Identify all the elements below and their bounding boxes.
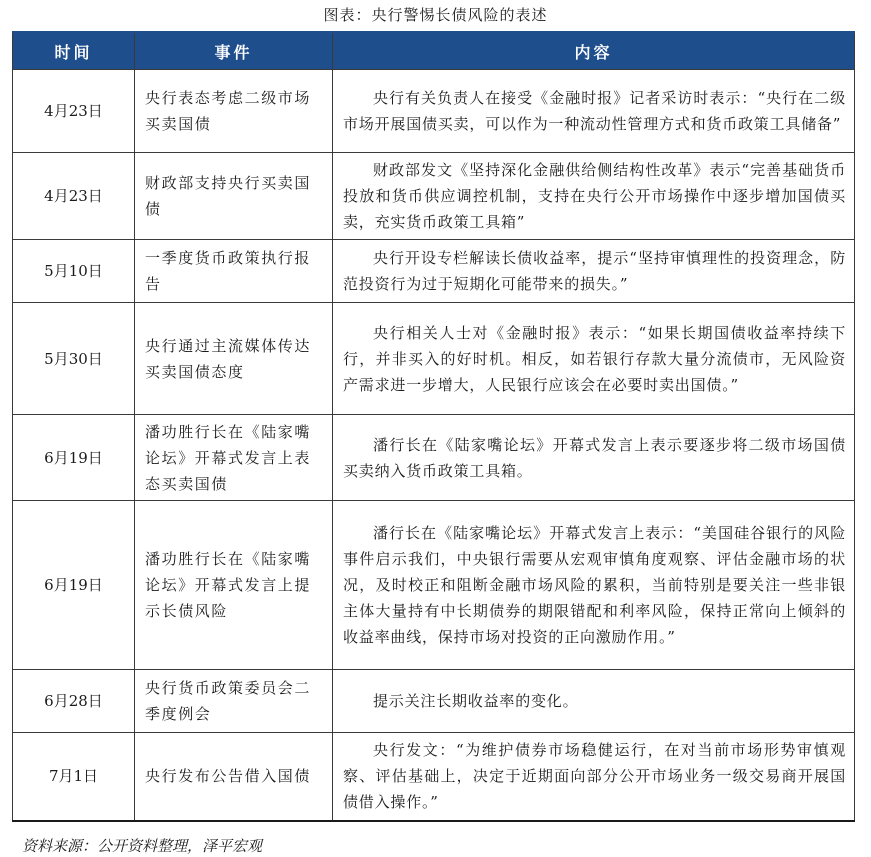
table-row xyxy=(13,153,855,240)
row-event: 央行表态考虑二级市场买卖国债 xyxy=(135,70,333,153)
row-content: 央行发文：“为维护债券市场稳健运行，在对当前市场形势审慎观察、评估基础上，决定于近期面向部分公开市场业务一级交易商开展国债借入操作。” xyxy=(333,733,855,821)
row-content: 央行开设专栏解读长债收益率，提示“坚持审慎理性的投资理念，防范投资行为过于短期化可能带来的损失。” xyxy=(333,240,855,303)
row-content: 提示关注长期收益率的变化。 xyxy=(333,670,855,733)
header-content: 内容 xyxy=(333,32,855,70)
row-content: 潘行长在《陆家嘴论坛》开幕式发言上表示要逐步将二级市场国债买卖纳入货币政策工具箱。 xyxy=(333,415,855,501)
row-content: 央行有关负责人在接受《金融时报》记者采访时表示：“央行在二级市场开展国债买卖，可以作为一种流动性管理方式和货币政策工具储备” xyxy=(333,70,855,153)
row-event: 潘功胜行长在《陆家嘴论坛》开幕式发言上提示长债风险 xyxy=(135,501,333,670)
header-event: 事件 xyxy=(135,32,333,70)
table-row xyxy=(13,70,855,153)
table-caption: 图表：央行警惕长债风险的表述 xyxy=(323,6,548,24)
row-content: 央行相关人士对《金融时报》表示：“如果长期国债收益率持续下行，并非买入的好时机。相反，如若银行存款大量分流债市，无风险资产需求进一步增大，人民银行应该会在必要时卖出国债。” xyxy=(333,303,855,415)
row-date: 5月10日 xyxy=(13,240,135,303)
row-date: 7月1日 xyxy=(13,733,135,821)
table-header-row xyxy=(13,32,855,70)
row-event: 央行通过主流媒体传达买卖国债态度 xyxy=(135,303,333,415)
table-row xyxy=(13,501,855,670)
table-row xyxy=(13,303,855,415)
row-event: 央行发布公告借入国债 xyxy=(135,733,333,821)
pboc-statements-table xyxy=(12,31,855,822)
row-date: 6月19日 xyxy=(13,415,135,501)
row-date: 6月19日 xyxy=(13,501,135,670)
row-content: 财政部发文《坚持深化金融供给侧结构性改革》表示“完善基础货币投放和货币供应调控机制，支持在央行公开市场操作中逐步增加国债买卖，充实货币政策工具箱” xyxy=(333,153,855,240)
table-row xyxy=(13,415,855,501)
table-row xyxy=(13,670,855,733)
row-date: 6月28日 xyxy=(13,670,135,733)
row-date: 4月23日 xyxy=(13,70,135,153)
row-event: 潘功胜行长在《陆家嘴论坛》开幕式发言上表态买卖国债 xyxy=(135,415,333,501)
source-note: 资料来源：公开资料整理，泽平宏观 xyxy=(22,837,263,855)
row-event: 央行货币政策委员会二季度例会 xyxy=(135,670,333,733)
row-date: 4月23日 xyxy=(13,153,135,240)
header-time: 时间 xyxy=(13,32,135,70)
row-date: 5月30日 xyxy=(13,303,135,415)
table-row xyxy=(13,733,855,821)
row-event: 财政部支持央行买卖国债 xyxy=(135,153,333,240)
row-content: 潘行长在《陆家嘴论坛》开幕式发言上表示：“美国硅谷银行的风险事件启示我们，中央银行需要从宏观审慎角度观察、评估金融市场的状况，及时校正和阻断金融市场风险的累积，当前特别是要关注一些非银主体大量持有中长期债券的期限错配和利率风险，保持正常向上倾斜的收益率曲线，保持市场对投资的正向激励作用。” xyxy=(333,501,855,670)
table-row xyxy=(13,240,855,303)
row-event: 一季度货币政策执行报告 xyxy=(135,240,333,303)
